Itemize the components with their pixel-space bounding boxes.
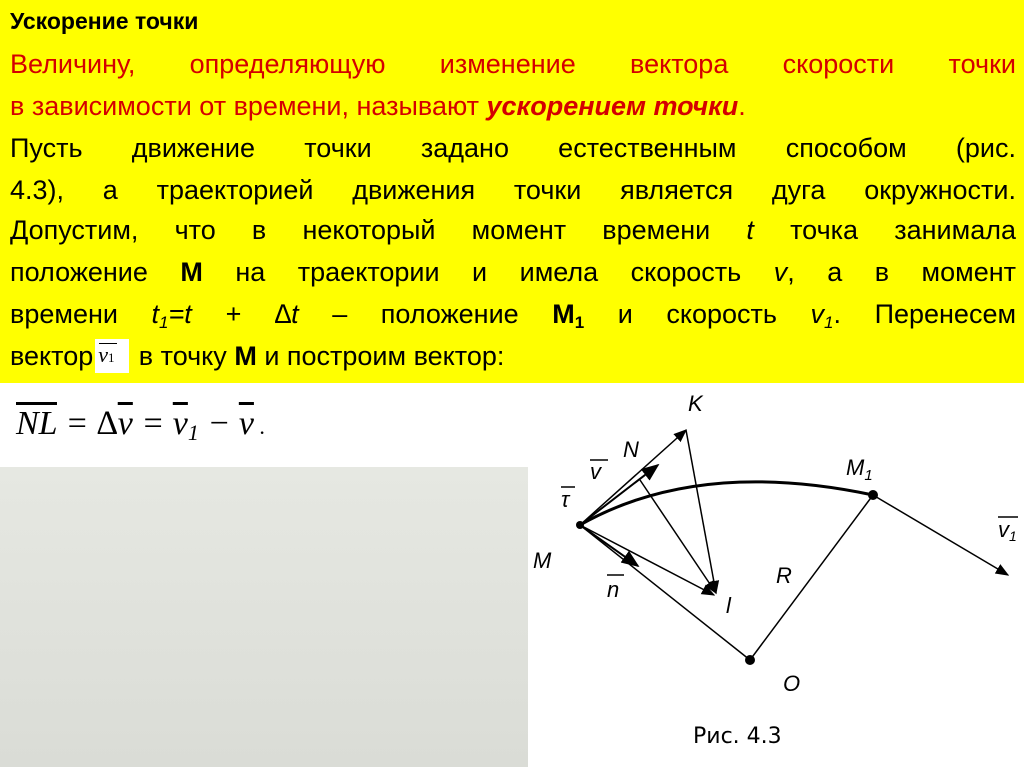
paragraph-text-5b: – положение [298,299,553,329]
paragraph-text-6a: вектор [10,341,94,371]
formula-minus: − [198,405,239,442]
label-R: R [776,563,792,588]
paragraph-text-6c: и построим вектор: [256,341,505,371]
paragraph-text-5a: времени [10,299,152,329]
paragraph-line-6 [10,336,1016,376]
definition-term: ускорением точки [486,91,739,121]
paragraph-line-3 [10,210,1016,250]
formula-eq1: = ∆ [56,405,118,442]
paragraph-text-3b: точка занимала [753,215,1016,245]
formula-v1-sub: 1 [187,420,199,445]
label-tau: τ [561,487,570,512]
paragraph-text-6b: в точку [131,341,235,371]
paragraph-line-4 [10,252,1016,292]
label-M1-sub: 1 [864,467,873,484]
label-M1-letter: M [846,455,865,480]
paragraph-line-1 [10,128,1016,168]
formula-lhs: $\overline{NL}$ [16,405,57,442]
paragraph-text-2: 4.3), а траекторией движения точки является дуга окружности. [10,175,1016,205]
symbol-t1-expr: =t + ∆t [168,299,299,329]
label-v: v [590,459,601,484]
symbol-t1: t [151,299,160,329]
definition-end: . [738,91,746,121]
label-v1-letter: v [998,517,1009,542]
label-M: M [533,548,552,573]
definition-text-2: в зависимости от времени, называют [10,91,487,121]
figure-caption: Рис. 4.3 [693,724,782,749]
inline-vector-v1 [95,339,129,373]
label-K: K [688,391,703,416]
definition-line-2 [10,86,1016,126]
symbol-v1-sub: 1 [824,313,834,332]
gray-panel [0,467,528,767]
figure-4-3-diagram [528,383,1024,767]
paragraph-text-1: Пусть движение точки задано естественным способом (рис. [10,133,1016,163]
paragraph-line-5 [10,294,1016,334]
paragraph-text-3a: Допустим, что в некоторый момент времени [10,215,747,245]
inline-vector-letter: v [98,342,109,367]
formula-v1: $\overline{v}$ [172,405,188,442]
symbol-t1-sub: 1 [159,313,169,332]
formula-vector-difference [16,405,265,443]
radius-m1o [750,495,873,660]
symbol-t: t [746,215,754,245]
formula-dv: $\overline{v}$ [117,405,133,442]
label-L: l [726,593,731,618]
yellow-text-panel [0,0,1024,383]
point-O [745,655,755,665]
radius-mo [580,525,750,660]
trajectory-arc [580,482,873,525]
point-M [576,521,584,529]
definition-text-1: Величину, определяющую изменение вектора скорости точки [10,49,1016,79]
paragraph-text-4b: на траектории и имела скорость [202,257,774,287]
symbol-M1-sub: 1 [574,313,585,332]
label-n: n [607,577,620,602]
symbol-M: М [180,257,203,287]
label-v1-sub: 1 [1009,528,1017,544]
symbol-v1: v [810,299,825,329]
paragraph-text-4c: , а в момент [787,257,1016,287]
formula-eq2: = [132,405,173,442]
inline-vector-sub: 1 [108,350,115,365]
paragraph-text-5c: и скорость [584,299,811,329]
label-M1 [846,455,873,484]
vector-kl [686,430,716,593]
paragraph-line-2 [10,170,1016,210]
definition-line-1 [10,44,1016,84]
label-O: O [783,671,801,696]
paragraph-text-5d: . Перенесем [833,299,1017,329]
formula-end: . [253,414,265,439]
symbol-v: v [773,257,788,287]
vector-v1 [873,495,1008,575]
formula-v: $\overline{v}$ [238,405,254,442]
symbol-M1: М [552,299,575,329]
paragraph-text-4a: положение [10,257,181,287]
point-M1 [868,490,878,500]
slide-title: Ускорение точки [10,8,199,34]
label-v1 [998,517,1017,544]
label-N: N [623,437,639,462]
symbol-M-2: М [234,341,257,371]
